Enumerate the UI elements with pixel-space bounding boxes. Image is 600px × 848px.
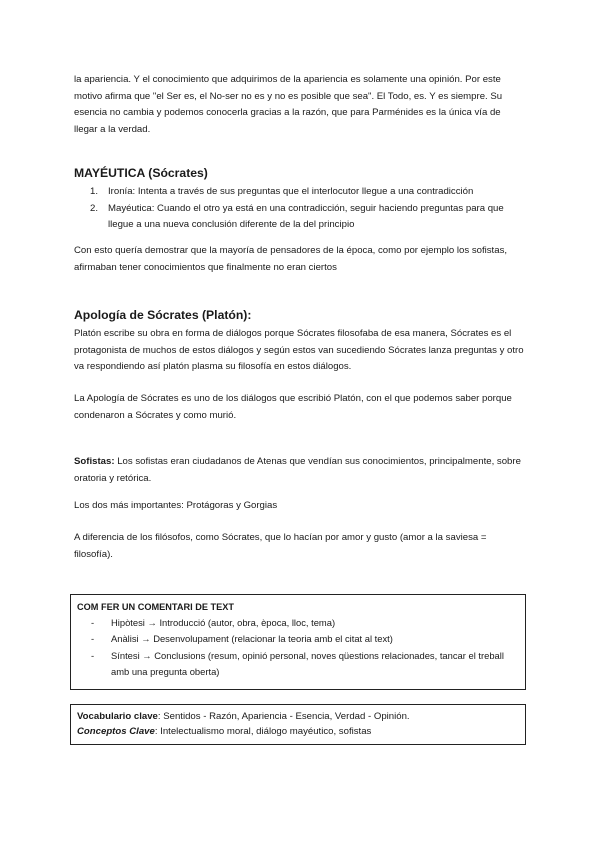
apologia-paragraph-1: Platón escribe su obra en forma de diálogos porque Sócrates filosofaba de esa manera, Sócrates es el protagonista de muchos de estos diálogos y según estos van sucediendo Sócrates lanza preguntas y otro va respondiendo así platón plasma su filosofía en estos diálogos. <box>74 328 524 372</box>
importantes-paragraph: Los dos más importantes: Protágoras y Gorgias <box>74 500 278 511</box>
list-item-text: Hipòtesi → Introducció (autor, obra, època, lloc, tema) <box>111 617 336 628</box>
list-item-text: Anàlisi → Desenvolupament (relacionar la teoria amb el citat al text) <box>111 633 393 645</box>
mayeutica-heading: MAYÉUTICA (Sócrates) <box>74 166 208 180</box>
comentari-list <box>77 615 519 680</box>
sofistas-text: Los sofistas eran ciudadanos de Atenas que vendían sus conocimientos, principalmente, sobre oratoria y retórica. <box>74 456 521 484</box>
list-number: 1. <box>90 186 99 197</box>
list-item <box>77 615 519 631</box>
list-item <box>77 631 519 647</box>
dash-bullet: - <box>91 617 95 628</box>
list-item-text: Mayéutica: Cuando el otro ya está en una contradicción, seguir haciendo preguntas para que llegue a una nueva conclusión diferente de la del principio <box>108 202 504 230</box>
list-item <box>74 184 526 201</box>
apologia-heading: Apología de Sócrates (Platón): <box>74 308 252 322</box>
comentari-box <box>70 594 526 690</box>
diferencia-paragraph: A diferencia de los filósofos, como Sócrates, que lo hacían por amor y gusto (amor a la saviesa = filosofía). <box>74 532 487 560</box>
list-number: 2. <box>90 202 99 214</box>
dash-bullet: - <box>91 633 95 645</box>
mayeutica-paragraph: Con esto quería demostrar que la mayoría de pensadores de la época, como por ejemplo los sofistas, afirmaban tener conocimientos que finalmente no eran ciertos <box>74 245 508 273</box>
mayeutica-list <box>74 184 526 234</box>
intro-paragraph: la apariencia. Y el conocimiento que adquirimos de la apariencia es solamente una opinión. Por este motivo afirma que "el Ser es, el No-ser no es y no es posible que sea". El Todo, es. Y es siempre. Su esencia no cambia y podemos conocerla gracias a la razón, que para Parménides es la única vía de llegar a la verdad. <box>74 74 503 135</box>
vocab-box <box>70 704 526 745</box>
conceptos-line <box>77 725 519 740</box>
vocab-label: Vocabulario clave <box>77 711 158 722</box>
vocab-text: : Sentidos - Razón, Apariencia - Esencia, Verdad - Opinión. <box>157 711 410 722</box>
sofistas-paragraph <box>74 454 526 487</box>
list-item-text: Síntesi → Conclusions (resum, opinió personal, noves qüestions relacionades, tancar el treball amb una pregunta oberta) <box>111 649 504 677</box>
list-item-text: Ironía: Intenta a través de sus preguntas que el interlocutor llegue a una contradicción <box>108 186 474 197</box>
dash-bullet: - <box>91 649 95 661</box>
comentari-title: COM FER UN COMENTARI DE TEXT <box>77 602 235 612</box>
list-item <box>77 648 519 681</box>
list-item <box>74 201 526 234</box>
conceptos-label: Conceptos Clave <box>77 725 155 737</box>
vocab-line <box>77 710 519 725</box>
conceptos-text: : Intelectualismo moral, diálogo mayéutico, sofistas <box>154 725 372 737</box>
sofistas-label: Sofistas: <box>74 456 115 467</box>
apologia-paragraph-2: La Apología de Sócrates es uno de los diálogos que escribió Platón, con el que podemos saber porque condenaron a Sócrates y como murió. <box>74 393 512 421</box>
